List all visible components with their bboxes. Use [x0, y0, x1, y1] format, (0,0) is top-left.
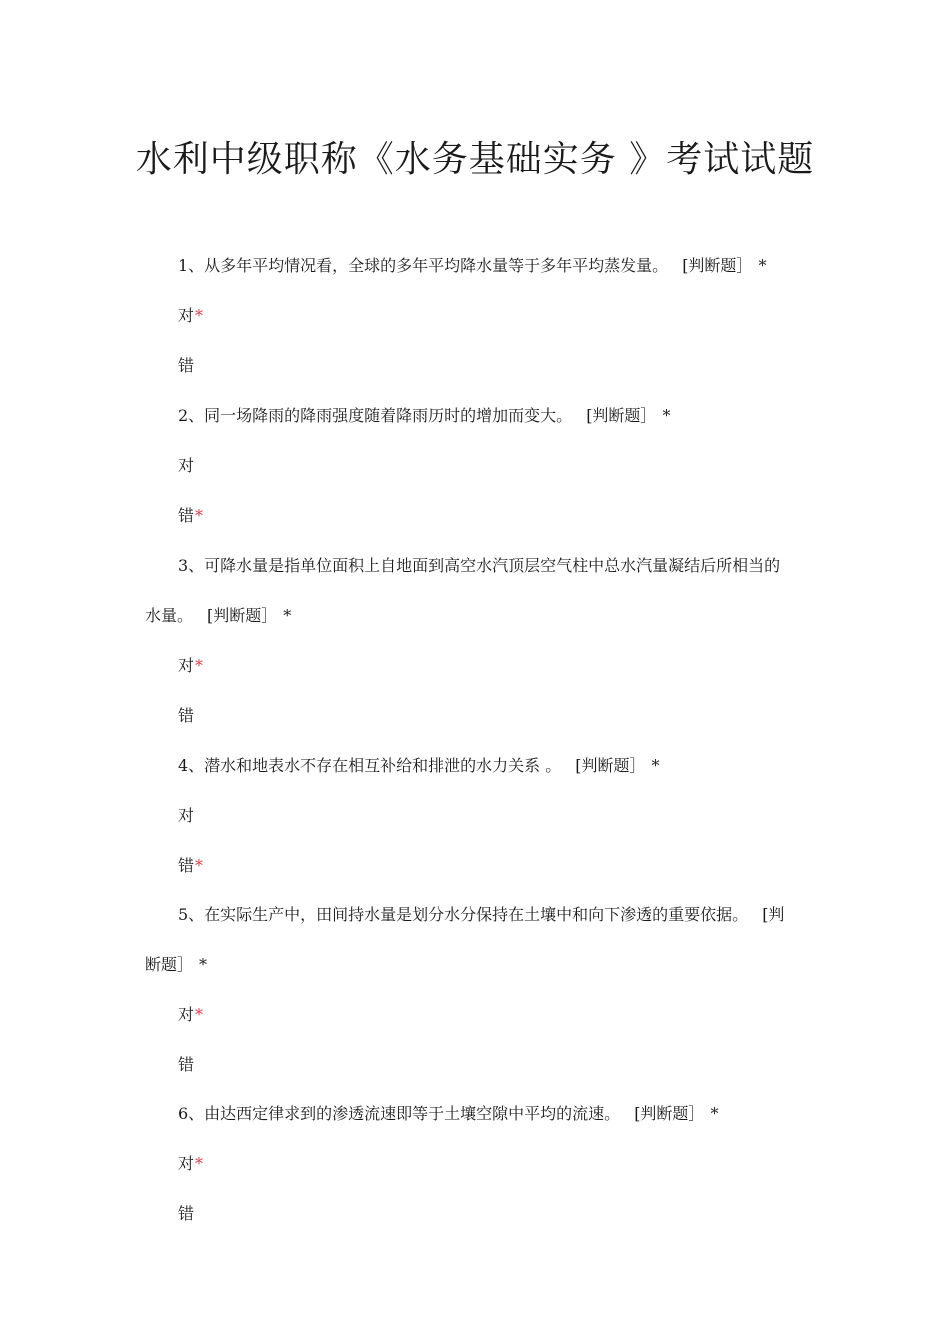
option-label: 对: [178, 456, 195, 475]
question-type-tag: [判: [762, 905, 785, 924]
required-mark: *: [710, 1104, 719, 1123]
question-type-tag: [判断题］: [575, 756, 646, 775]
required-mark: *: [758, 256, 767, 275]
option-label: 对: [178, 1154, 195, 1173]
option-label: 错: [178, 856, 195, 875]
option-false[interactable]: [178, 706, 194, 726]
correct-answer-mark: *: [195, 856, 204, 875]
question-5-continuation: [145, 955, 207, 975]
question-type-tag: [判断题］: [634, 1104, 705, 1123]
question-type-tag: 断题］: [145, 955, 194, 974]
option-label: 错: [178, 1204, 195, 1223]
option-true[interactable]: [178, 806, 194, 826]
option-true[interactable]: [178, 656, 203, 676]
required-mark: *: [651, 756, 660, 775]
option-true[interactable]: [178, 306, 203, 326]
option-label: 错: [178, 506, 195, 525]
question-5: [178, 905, 784, 925]
question-text: 水量。: [145, 606, 194, 625]
question-text: 2、同一场降雨的降雨强度随着降雨历时的增加而变大。: [178, 406, 573, 425]
document-title: 水利中级职称《水务基础实务 》考试试题: [135, 139, 815, 180]
correct-answer-mark: *: [195, 306, 204, 325]
question-text: 6、由达西定律求到的渗透流速即等于土壤空隙中平均的流速。: [178, 1104, 621, 1123]
option-label: 对: [178, 306, 195, 325]
option-label: 对: [178, 1005, 195, 1024]
correct-answer-mark: *: [195, 1005, 204, 1024]
option-false[interactable]: [178, 856, 203, 876]
question-1: [178, 256, 766, 276]
correct-answer-mark: *: [195, 506, 204, 525]
question-4: [178, 756, 660, 776]
question-type-tag: [判断题］: [207, 606, 278, 625]
question-text: 3、可降水量是指单位面积上自地面到高空水汽顶层空气柱中总水汽量凝结后所相当的: [178, 556, 781, 575]
option-label: 错: [178, 706, 195, 725]
option-true[interactable]: [178, 456, 194, 476]
option-label: 错: [178, 356, 195, 375]
question-3: [178, 556, 780, 576]
option-label: 对: [178, 656, 195, 675]
required-mark: *: [283, 606, 292, 625]
question-type-tag: [判断题］: [682, 256, 753, 275]
question-3-continuation: [145, 606, 291, 626]
question-2: [178, 406, 670, 426]
option-true[interactable]: [178, 1154, 203, 1174]
option-label: 对: [178, 806, 195, 825]
option-false[interactable]: [178, 506, 203, 526]
required-mark: *: [199, 955, 208, 974]
question-type-tag: [判断题］: [586, 406, 657, 425]
option-false[interactable]: [178, 1204, 194, 1224]
required-mark: *: [662, 406, 671, 425]
correct-answer-mark: *: [195, 1154, 204, 1173]
option-true[interactable]: [178, 1005, 203, 1025]
question-text: 1、从多年平均情况看，全球的多年平均降水量等于多年平均蒸发量。: [178, 256, 669, 275]
question-text: 4、潜水和地表水不存在相互补给和排泄的水力关系 。: [178, 756, 562, 775]
option-false[interactable]: [178, 1055, 194, 1075]
option-false[interactable]: [178, 356, 194, 376]
option-label: 错: [178, 1055, 195, 1074]
question-text: 5、在实际生产中，田间持水量是划分水分保持在土壤中和向下渗透的重要依据。: [178, 905, 749, 924]
question-6: [178, 1104, 718, 1124]
correct-answer-mark: *: [195, 656, 204, 675]
